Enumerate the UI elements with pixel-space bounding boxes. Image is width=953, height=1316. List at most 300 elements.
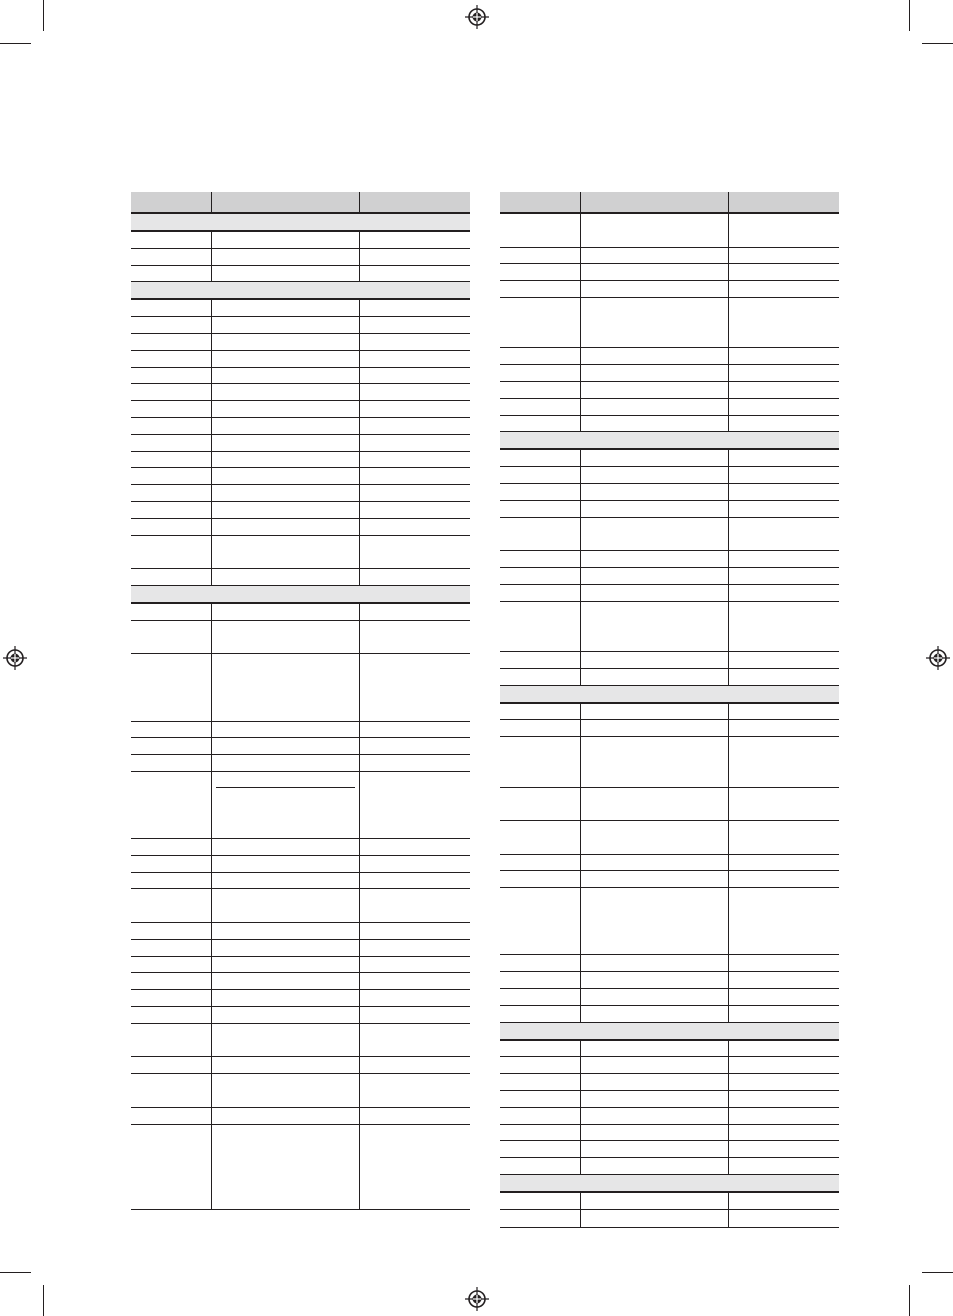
- table-row: [500, 669, 839, 686]
- table-cell: [212, 485, 360, 502]
- table-row: [500, 518, 839, 552]
- table-row: [131, 755, 470, 772]
- table-cell: [500, 450, 581, 467]
- table-cell: [212, 839, 360, 856]
- table-cell: [212, 300, 360, 317]
- table-cell: [500, 264, 581, 281]
- table-cell: [360, 839, 470, 856]
- table-cell: [581, 450, 729, 467]
- table-row: [500, 416, 839, 433]
- table-cell: [360, 621, 470, 655]
- table-row: [131, 940, 470, 957]
- table-cell: [212, 569, 360, 586]
- table-header-cell: [212, 192, 360, 214]
- table-cell: [212, 889, 360, 923]
- table-cell: [360, 569, 470, 586]
- table-row: [131, 772, 470, 839]
- table-cell: [729, 788, 839, 822]
- table-section-cell: [500, 686, 839, 704]
- table-cell: [729, 518, 839, 552]
- table-cell: [360, 334, 470, 351]
- table-header-cell: [581, 192, 729, 214]
- table-cell: [131, 604, 212, 621]
- table-cell: [212, 232, 360, 249]
- table-cell: [729, 602, 839, 652]
- table-cell: [729, 585, 839, 602]
- table-cell: [131, 738, 212, 755]
- table-cell: [729, 264, 839, 281]
- table-cell: [131, 300, 212, 317]
- table-row: [131, 266, 470, 283]
- table-cell: [729, 1210, 839, 1227]
- table-cell: [581, 855, 729, 872]
- table-row: [500, 720, 839, 737]
- table-row: [131, 604, 470, 621]
- table-cell: [500, 214, 581, 248]
- table-cell: [500, 467, 581, 484]
- table-cell: [500, 1141, 581, 1158]
- table-cell: [581, 669, 729, 686]
- table-cell: [131, 990, 212, 1007]
- table-row: [500, 888, 839, 955]
- table-cell: [360, 1125, 470, 1209]
- table-cell: [729, 348, 839, 365]
- table-cell: [131, 856, 212, 873]
- table-cell: [581, 972, 729, 989]
- table-subcell: [216, 772, 355, 789]
- table-cell: [212, 368, 360, 385]
- table-cell: [581, 1193, 729, 1210]
- table-row: [131, 1125, 470, 1209]
- table-cell: [360, 418, 470, 435]
- crop-mark: [909, 0, 910, 31]
- table-row: [131, 856, 470, 873]
- table-cell: [131, 468, 212, 485]
- table-cell: [500, 720, 581, 737]
- registration-target-icon: [926, 646, 950, 670]
- table-cell: [360, 317, 470, 334]
- table-row: [500, 214, 839, 248]
- table-cell: [581, 467, 729, 484]
- table-cell: [500, 1125, 581, 1142]
- table-cell: [212, 772, 360, 839]
- table-row: [131, 452, 470, 469]
- table-row: [131, 519, 470, 536]
- table-cell: [212, 435, 360, 452]
- table-section-row: [500, 1023, 839, 1041]
- table-cell: [131, 249, 212, 266]
- table-cell: [212, 1007, 360, 1024]
- table-row: [131, 1057, 470, 1074]
- table-row: [500, 484, 839, 501]
- table-cell: [581, 416, 729, 433]
- table-row: [131, 401, 470, 418]
- table-row: [500, 1108, 839, 1125]
- table-cell: [212, 722, 360, 739]
- table-section-row: [131, 586, 470, 604]
- table-cell: [360, 300, 470, 317]
- table-cell: [729, 1108, 839, 1125]
- table-cell: [729, 1158, 839, 1175]
- table-cell: [500, 1158, 581, 1175]
- table-cell: [212, 973, 360, 990]
- table-cell: [500, 888, 581, 955]
- table-cell: [360, 468, 470, 485]
- table-cell: [500, 281, 581, 298]
- table-section-row: [500, 1175, 839, 1193]
- table-cell: [131, 973, 212, 990]
- table-cell: [500, 955, 581, 972]
- table-cell: [581, 602, 729, 652]
- table-row: [500, 450, 839, 467]
- table-header-cell: [131, 192, 212, 214]
- table-cell: [581, 871, 729, 888]
- table-cell: [212, 738, 360, 755]
- table-row: [500, 1006, 839, 1023]
- table-row: [131, 249, 470, 266]
- table-row: [500, 1091, 839, 1108]
- table-row: [500, 585, 839, 602]
- table-cell: [500, 382, 581, 399]
- table-cell: [729, 1041, 839, 1058]
- table-cell: [500, 416, 581, 433]
- table-cell: [212, 604, 360, 621]
- table-section-row: [500, 432, 839, 450]
- table-cell: [581, 551, 729, 568]
- table-cell: [581, 821, 729, 855]
- table-row: [131, 569, 470, 586]
- table-cell: [131, 873, 212, 890]
- table-row: [500, 788, 839, 822]
- table-row: [500, 972, 839, 989]
- table-row: [500, 1074, 839, 1091]
- table-cell: [360, 1108, 470, 1125]
- table-cell: [212, 519, 360, 536]
- registration-target-icon: [465, 1287, 489, 1311]
- table-cell: [131, 1125, 212, 1209]
- table-row: [500, 821, 839, 855]
- table-cell: [500, 1193, 581, 1210]
- table-cell: [581, 1141, 729, 1158]
- table-cell: [212, 1108, 360, 1125]
- table-row: [500, 989, 839, 1006]
- table-cell: [581, 298, 729, 348]
- table-cell: [729, 955, 839, 972]
- table-cell: [131, 452, 212, 469]
- table-cell: [729, 568, 839, 585]
- table-cell: [581, 214, 729, 248]
- table-cell: [131, 654, 212, 721]
- table-cell: [212, 654, 360, 721]
- table-cell: [212, 940, 360, 957]
- table-row: [131, 418, 470, 435]
- table-cell: [729, 989, 839, 1006]
- table-cell: [581, 1158, 729, 1175]
- table-cell: [212, 401, 360, 418]
- table-cell: [500, 298, 581, 348]
- table-cell: [729, 1074, 839, 1091]
- table-cell: [212, 1057, 360, 1074]
- table-cell: [581, 585, 729, 602]
- table-cell: [212, 249, 360, 266]
- table-row: [500, 955, 839, 972]
- table-cell: [131, 772, 212, 839]
- table-cell: [729, 248, 839, 265]
- table-cell: [729, 972, 839, 989]
- table-row: [131, 334, 470, 351]
- table-cell: [729, 399, 839, 416]
- table-row: [131, 654, 470, 721]
- table-row: [500, 264, 839, 281]
- table-row: [500, 1158, 839, 1175]
- table-row: [500, 248, 839, 265]
- table-cell: [500, 989, 581, 1006]
- table-row: [500, 365, 839, 382]
- table-row: [500, 1041, 839, 1058]
- table-cell: [729, 652, 839, 669]
- table-cell: [360, 738, 470, 755]
- table-cell: [500, 484, 581, 501]
- table-cell: [729, 214, 839, 248]
- table-cell: [581, 484, 729, 501]
- table-cell: [212, 923, 360, 940]
- table-cell: [360, 923, 470, 940]
- table-row: [500, 1193, 839, 1210]
- table-cell: [500, 1041, 581, 1058]
- table-cell: [360, 873, 470, 890]
- table-cell: [131, 418, 212, 435]
- table-cell: [500, 501, 581, 518]
- table-cell: [212, 755, 360, 772]
- table-cell: [500, 1074, 581, 1091]
- table-cell: [729, 1091, 839, 1108]
- table-cell: [581, 248, 729, 265]
- crop-mark: [43, 1285, 44, 1316]
- table-row: [131, 957, 470, 974]
- table-cell: [581, 1057, 729, 1074]
- table-cell: [360, 519, 470, 536]
- table-cell: [131, 401, 212, 418]
- table-cell: [360, 772, 470, 839]
- table-row: [500, 855, 839, 872]
- table-row: [131, 536, 470, 570]
- table-subcell: [216, 788, 355, 838]
- table-cell: [131, 519, 212, 536]
- table-cell: [729, 450, 839, 467]
- table-header-row: [500, 192, 839, 214]
- table-cell: [131, 317, 212, 334]
- table-cell: [131, 569, 212, 586]
- table-cell: [500, 1006, 581, 1023]
- table-section-cell: [500, 432, 839, 450]
- table-cell: [500, 248, 581, 265]
- registration-target-icon: [3, 646, 27, 670]
- table-row: [131, 351, 470, 368]
- table-section-cell: [131, 586, 470, 604]
- crop-mark: [43, 0, 44, 31]
- table-row: [131, 990, 470, 1007]
- table-cell: [360, 435, 470, 452]
- table-cell: [581, 788, 729, 822]
- table-row: [131, 300, 470, 317]
- table-cell: [212, 1024, 360, 1058]
- table-cell: [360, 384, 470, 401]
- table-cell: [581, 1041, 729, 1058]
- table-cell: [360, 351, 470, 368]
- table-row: [131, 1074, 470, 1108]
- table-cell: [360, 957, 470, 974]
- table-section-cell: [131, 214, 470, 232]
- table-cell: [212, 317, 360, 334]
- table-row: [131, 738, 470, 755]
- table-cell: [581, 955, 729, 972]
- table-cell: [212, 957, 360, 974]
- table-cell: [360, 940, 470, 957]
- table-row: [500, 348, 839, 365]
- table-cell: [360, 755, 470, 772]
- table-cell: [581, 281, 729, 298]
- table-cell: [131, 839, 212, 856]
- table-row: [500, 568, 839, 585]
- table-row: [131, 384, 470, 401]
- table-cell: [500, 737, 581, 787]
- table-cell: [360, 654, 470, 721]
- table-row: [500, 399, 839, 416]
- table-row: [131, 722, 470, 739]
- table-cell: [581, 264, 729, 281]
- table-cell: [500, 348, 581, 365]
- table-cell: [360, 856, 470, 873]
- table-row: [131, 923, 470, 940]
- crop-mark: [909, 1285, 910, 1316]
- table-cell: [131, 940, 212, 957]
- table-cell: [581, 1125, 729, 1142]
- table-cell: [360, 452, 470, 469]
- table-row: [500, 551, 839, 568]
- table-row: [500, 1141, 839, 1158]
- table-cell: [131, 1074, 212, 1108]
- table-cell: [500, 972, 581, 989]
- table-cell: [729, 821, 839, 855]
- table-cell: [581, 652, 729, 669]
- table-cell: [131, 351, 212, 368]
- table-cell: [729, 298, 839, 348]
- table-row: [131, 889, 470, 923]
- table-cell: [581, 568, 729, 585]
- table-cell: [500, 1057, 581, 1074]
- table-cell: [131, 502, 212, 519]
- table-cell: [212, 384, 360, 401]
- table-cell: [360, 1007, 470, 1024]
- table-row: [131, 1024, 470, 1058]
- table-cell: [500, 365, 581, 382]
- table-section-row: [131, 282, 470, 300]
- table-cell: [500, 1210, 581, 1227]
- table-cell: [212, 418, 360, 435]
- table-cell: [581, 501, 729, 518]
- table-row: [500, 1125, 839, 1142]
- table-cell: [500, 1108, 581, 1125]
- table-row: [131, 1007, 470, 1024]
- table-cell: [212, 621, 360, 655]
- crop-mark: [0, 43, 31, 44]
- table-cell: [212, 536, 360, 570]
- table-cell: [131, 755, 212, 772]
- table-cell: [729, 1006, 839, 1023]
- table-cell: [360, 1057, 470, 1074]
- table-header-cell: [500, 192, 581, 214]
- table-cell: [729, 1141, 839, 1158]
- table-cell: [212, 452, 360, 469]
- table-section-row: [500, 686, 839, 704]
- table-cell: [729, 669, 839, 686]
- table-cell: [131, 266, 212, 283]
- table-cell: [729, 1193, 839, 1210]
- table-cell: [500, 652, 581, 669]
- table-cell: [581, 518, 729, 552]
- table-cell: [581, 989, 729, 1006]
- table-cell: [729, 551, 839, 568]
- table-cell: [500, 821, 581, 855]
- table-row: [500, 602, 839, 652]
- table-row: [131, 502, 470, 519]
- table-row: [500, 737, 839, 787]
- table-cell: [581, 1006, 729, 1023]
- table-cell: [131, 621, 212, 655]
- table-cell: [500, 585, 581, 602]
- table-cell: [581, 737, 729, 787]
- table-row: [131, 485, 470, 502]
- table-cell: [212, 334, 360, 351]
- table-row: [500, 382, 839, 399]
- table-cell: [131, 923, 212, 940]
- table-cell: [131, 889, 212, 923]
- table-cell: [360, 889, 470, 923]
- table-cell: [131, 1007, 212, 1024]
- table-cell: [131, 232, 212, 249]
- table-row: [131, 317, 470, 334]
- table-cell: [581, 1091, 729, 1108]
- table-cell: [360, 232, 470, 249]
- table-cell: [581, 1074, 729, 1091]
- table-cell: [729, 855, 839, 872]
- table-cell: [729, 720, 839, 737]
- table-cell: [729, 382, 839, 399]
- table-cell: [131, 368, 212, 385]
- table-cell: [729, 416, 839, 433]
- table-cell: [581, 365, 729, 382]
- table-cell: [131, 1024, 212, 1058]
- table-cell: [500, 788, 581, 822]
- table-row: [131, 435, 470, 452]
- table-cell: [212, 1074, 360, 1108]
- table-cell: [500, 518, 581, 552]
- table-cell: [360, 249, 470, 266]
- table-header-cell: [729, 192, 839, 214]
- table-cell: [581, 399, 729, 416]
- table-cell: [360, 485, 470, 502]
- table-cell: [131, 485, 212, 502]
- table-cell: [212, 990, 360, 1007]
- table-cell: [360, 722, 470, 739]
- table-row: [500, 281, 839, 298]
- table-cell: [581, 720, 729, 737]
- table-cell: [131, 435, 212, 452]
- table-row: [131, 873, 470, 890]
- table-cell: [729, 737, 839, 787]
- table-cell: [360, 604, 470, 621]
- table-row: [131, 839, 470, 856]
